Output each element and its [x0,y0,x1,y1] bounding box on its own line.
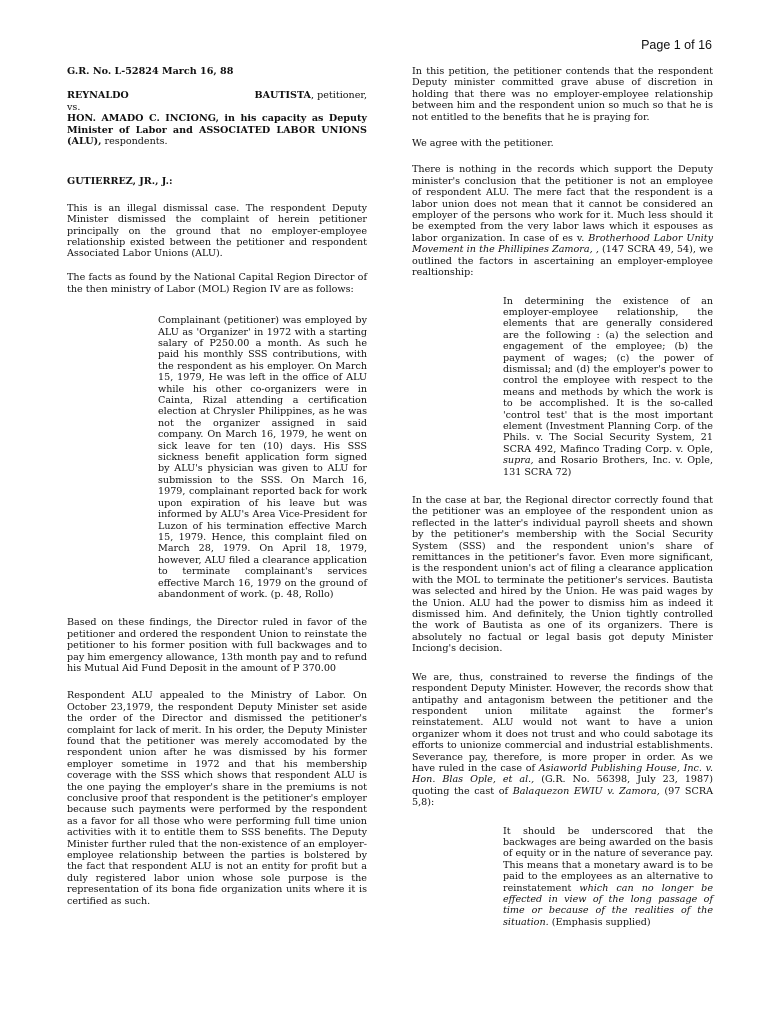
right-paragraph-5 [412,672,713,809]
elements-quote-text-b: and Rosario Brothers, Inc. v. Ople, 131 SCRA 72) [503,455,713,478]
elements-quote-text-a: In determining the existence of an employer-employee relationship, the elements that are generally considered are the following : (a) the selection and engagement of the employee; (b) the payment of wages; (c) the power of dismissal; and (d) the employer's power to control the employee with respect to the means and methods by which the work is to be accomplished. It is the so-called 'control test' that is the most important element (Investment Planning Corp. of the Phils. v. The Social Security System, 21 SCRA 492, Mafinco Trading Corp. v. Ople, [503,295,713,455]
left-paragraph-1: This is an illegal dismissal case. The respondent Deputy Minister dismissed the complaint of herein petitioner principally on the ground that no employer-employee relationship existed between the petitioner and respondent Associated Labor Unions (ALU). [67,202,367,260]
backwages-quote-text-b: (Emphasis supplied) [548,916,651,928]
petitioner-role: , petitioner, [311,90,367,102]
right-paragraph-2: We agree with the petitioner. [412,138,554,150]
right-paragraph-3 [412,164,713,278]
right-paragraph-4: In the case at bar, the Regional director correctly found that the petitioner was an employee of the respondent union as reflected in the latter's individual payroll sheets and shown by the petitioner's membership with the Social Security System (SSS) and the respondent union's share of remittances in the petitioner's favor. Even more significant, is the respondent union's act of filing a clearance application with the MOL to terminate the petitioner's services. Bautista was selected and hired by the Union. He was paid wages by the Union. ALU had the power to dismiss him as indeed it dismissed him. And definitely, the Union tightly controlled the work of Bautista as one of its organizers. There is absolutely no factual or legal basis got deputy Minister Inciong's decision. [412,495,713,655]
right-paragraph-1: In this petition, the petitioner contends that the respondent Deputy minister committed grave abuse of discretion in holding that there was no employer-employee relationship between him and the respondent union so much so that he is not entitled to the benefits that he is praying for. [412,66,713,123]
versus-label: vs. [67,101,81,113]
left-paragraph-3: Based on these findings, the Director ruled in favor of the petitioner and ordered the respondent Union to reinstate the petitioner to his former position with full backwages and to pay him emergency allowance, 13th month pay and to refund his Mutual Aid Fund Deposit in the amount of P 370.00 [67,617,367,674]
page-indicator: Page 1 of 16 [641,38,712,52]
right-p5-text-a: We are, thus, constrained to reverse the findings of the respondent Deputy Minister. However, the records show that antipathy and antagonism between the petitioner and the respondent union militate against the former's reinstatement. ALU would not want to have a union organizer whom it does not trust and who could sabotage its efforts to unionize commercial and industrial establishments. Severance pay, therefore, is more proper in order. As we have ruled in the case of [412,671,713,774]
right-p5-text-c: (97 SCRA 5,8): [412,785,713,809]
left-column [67,66,367,920]
right-p5-case-1: Asiaworld Publishing House, Inc. v. Hon. Blas Ople, et al., [412,762,713,786]
backwages-quote-text-a: It should be underscored that the backwages are being awarded on the basis of equity or in the nature of severance pay. This means that a monetary award is to be paid to the employees as an alternative to reinstatement [503,825,713,894]
backwages-quote-italic: which can no longer be effected in view of the long passage of time or because of the realities of the situation. [503,882,713,928]
petitioner-last-name-wrap [254,90,367,101]
left-paragraph-2: The facts as found by the National Capital Region Director of the then ministry of Labor (MOL) Region IV are as follows: [67,272,367,295]
left-paragraph-4: Respondent ALU appealed to the Ministry of Labor. On October 23,1979, the respondent Deputy Minister set aside the order of the Director and dismissed the petitioner's complaint for lack of merit. In his order, the Deputy Minister found that the petitioner was merely accomodated by the respondent union after he was dismissed by his former employer sometime in 1972 and that his membership coverage with the SSS which shows that respondent ALU is the one paying the employer's share in the premiums is not conclusive proof that respondent is the petitioner's employer because such payments were performed by the respondent as a favor for all those who were performing full time union activities with it to entitle them to SSS benefits. The Deputy Minister further ruled that the non-existence of an employer-employee relationship between the parties is bolstered by the fact that respondent ALU is not an entity for profit but a duly registered labor union whose sole purpose is the representation of its bona fide organization units where it is certified as such. [67,690,367,907]
respondents-role: respondents. [101,136,168,148]
petitioner-line [67,90,367,101]
facts-quote: Complainant (petitioner) was employed by ALU as 'Organizer' in 1972 with a starting salary of P250.00 a month. As such he paid his monthly SSS contributions, with the respondent as his employer. On March 15, 1979, He was left in the office of ALU while his other co-organizers were in Cainta, Rizal attending a certification election at Chrysler Philippines, as he was not the organizer assigned in said company. On March 16, 1979, he went on sick leave for ten (10) days. His SSS sickness benefit application form signed by ALU's physician was given to ALU for submission to the SSS. On March 16, 1979, complainant reported back for work upon expiration of his leave but was informed by ALU's Area Vice-President for Luzon of his termination effective March 15, 1979. Hence, this complaint filed on March 28, 1979. On April 18, 1979, however, ALU filed a clearance application to terminate complainant's services effective March 16, 1979 on the ground of abandonment of work. (p. 48, Rollo) [158,315,367,600]
right-p3-text-a: There is nothing in the records which support the Deputy minister's conclusion that the petitioner is not an employee of respondent ALU. The mere fact that the respondent is a labor union does not mean that it cannot be considered an employer of the persons who work for it. Much less should it be exempted from the very labor laws which it espouses as labor organization. In case of es v. [412,164,713,244]
right-p3-case-name: Brotherhood Labor Unity Movement in the Phillipines Zamora, , [412,232,713,256]
right-p5-case-2: Balaquezon EWIU v. Zamora, [512,785,660,797]
elements-quote [503,296,713,479]
right-p3-text-b: (147 SCRA 49, 54), we outlined the factors in ascertaining an employer-employee realtionship: [412,244,713,279]
right-p5-text-b: (G.R. No. 56398, July 23, 1987) quoting the cast of [412,774,713,797]
respondents-line [67,113,367,147]
petitioner-first-name: REYNALDO [67,90,129,102]
respondents-names: HON. AMADO C. INCIONG, in his capacity as Deputy Minister of Labor and ASSOCIATED LABOR UNIONS (ALU), [67,113,367,148]
elements-quote-supra: supra, [503,455,534,467]
petitioner-last-name: BAUTISTA [254,90,312,102]
backwages-quote [503,826,713,929]
right-column [412,66,713,941]
case-citation: G.R. No. L-52824 March 16, 88 [67,66,234,77]
ponente: GUTIERREZ, JR., J.: [67,176,173,188]
case-parties [67,90,367,147]
